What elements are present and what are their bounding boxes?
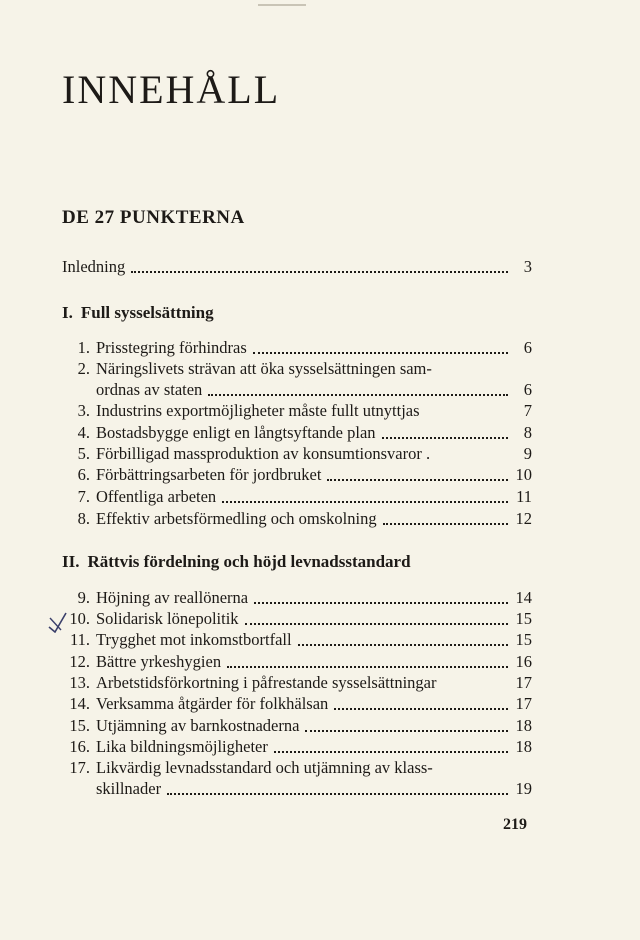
dot-leader — [382, 437, 508, 439]
dot-leader — [253, 352, 508, 354]
toc-entry-page: 14 — [515, 588, 532, 607]
toc-entry-label: ordnas av staten — [96, 380, 203, 399]
toc-entry-page: 9 — [523, 444, 532, 463]
page-number: 219 — [503, 816, 527, 833]
toc-entry-label: Offentliga arbeten — [96, 487, 217, 506]
toc-entry-label: Industrins exportmöjligheter måste fullt utnyttjas — [96, 401, 420, 420]
toc-entry — [62, 651, 532, 673]
toc-entry-number: 3. — [77, 401, 90, 420]
toc-entry-number: 5. — [77, 444, 90, 463]
toc-entry — [62, 608, 532, 630]
toc-entry-label: Förbättringsarbeten för jordbruket — [96, 465, 322, 484]
scan-mark — [258, 4, 306, 6]
page-title: INNEHÅLL — [62, 67, 281, 112]
toc-entry — [62, 400, 532, 422]
toc-entry-intro — [62, 256, 532, 278]
dot-leader — [254, 602, 508, 604]
toc-entry-number: 10. — [69, 609, 90, 628]
toc-entry-page: 6 — [523, 338, 532, 357]
toc-entry-page: 6 — [523, 380, 532, 399]
dot-leader — [305, 730, 508, 732]
toc-entry-page: 16 — [515, 652, 532, 671]
toc-entry-label: Bättre yrkeshygien — [96, 652, 222, 671]
dot-leader — [327, 479, 508, 481]
dot-leader — [274, 751, 508, 753]
part-title-1 — [62, 303, 214, 323]
toc-entry-label: Förbilligad massproduktion av konsumtionsvaror . — [96, 444, 431, 463]
toc-entry — [62, 693, 532, 715]
toc-entry — [62, 672, 532, 694]
toc-entry-label: Arbetstidsförkortning i påfrestande sysselsättningar — [96, 673, 437, 692]
dot-leader — [167, 793, 508, 795]
toc-entry — [62, 629, 532, 651]
toc-entry-number: 9. — [77, 588, 90, 607]
toc-entry-number: 8. — [77, 509, 90, 528]
toc-entry-page: 15 — [515, 609, 532, 628]
toc-entry-label: Trygghet mot inkomstbortfall — [96, 630, 292, 649]
toc-entry-label: Prisstegring förhindras — [96, 338, 247, 357]
toc-entry-continuation — [62, 379, 532, 401]
toc-entry-label: Solidarisk lönepolitik — [96, 609, 239, 628]
toc-entry-label: Näringslivets strävan att öka sysselsättningen sam- — [96, 359, 432, 378]
toc-entry-page: 15 — [515, 630, 532, 649]
dot-leader — [298, 644, 508, 646]
toc-entry-number: 13. — [69, 673, 90, 692]
toc-entry-page: 7 — [523, 401, 532, 420]
part-numeral: I. — [62, 303, 73, 322]
part-title-2 — [62, 552, 411, 572]
toc-entry-continuation — [62, 778, 532, 800]
toc-entry — [62, 337, 532, 359]
part-title-text: Rättvis fördelning och höjd levnadsstandard — [87, 552, 411, 571]
toc-entry-page: 11 — [516, 487, 532, 506]
toc-entry-label: Lika bildningsmöjligheter — [96, 737, 268, 756]
toc-entry — [62, 443, 532, 465]
part-title-text: Full sysselsättning — [80, 303, 214, 322]
toc-entry-page: 3 — [523, 257, 532, 276]
part-numeral: II. — [62, 552, 80, 571]
dot-leader — [208, 394, 508, 396]
dot-leader — [245, 623, 508, 625]
toc-entry-page: 18 — [515, 737, 532, 756]
dot-leader — [222, 501, 508, 503]
toc-entry — [62, 508, 532, 530]
toc-entry-number: 12. — [69, 652, 90, 671]
toc-entry-page: 17 — [515, 694, 532, 713]
toc-entry-number: 14. — [69, 694, 90, 713]
toc-entry — [62, 422, 532, 444]
dot-leader — [131, 271, 508, 273]
toc-entry — [62, 736, 532, 758]
toc-entry-number: 6. — [77, 465, 90, 484]
toc-entry-number: 15. — [69, 716, 90, 735]
toc-entry-number: 17. — [69, 758, 90, 777]
toc-entry-page: 18 — [515, 716, 532, 735]
toc-entry-page: 17 — [515, 673, 532, 692]
toc-entry-number: 11. — [69, 630, 90, 649]
dot-leader — [383, 523, 508, 525]
toc-entry-page: 12 — [515, 509, 532, 528]
toc-entry-label: Utjämning av barnkostnaderna — [96, 716, 300, 735]
toc-entry-label: Effektiv arbetsförmedling och omskolning — [96, 509, 377, 528]
toc-entry-label: skillnader — [96, 779, 162, 798]
toc-entry-number: 16. — [69, 737, 90, 756]
dot-leader — [227, 666, 508, 668]
toc-entry-page: 10 — [515, 465, 532, 484]
toc-entry-label: Likvärdig levnadsstandard och utjämning av klass- — [96, 758, 433, 777]
toc-entry-label: Inledning — [62, 257, 126, 276]
toc-entry-page: 8 — [523, 423, 532, 442]
toc-entry — [62, 587, 532, 609]
toc-entry-page: 19 — [515, 779, 532, 798]
toc-entry — [62, 715, 532, 737]
toc-entry — [62, 757, 532, 779]
toc-entry — [62, 358, 532, 380]
dot-leader — [334, 708, 508, 710]
toc-entry-label: Höjning av reallönerna — [96, 588, 249, 607]
toc-entry — [62, 464, 532, 486]
section-title: DE 27 PUNKTERNA — [62, 207, 245, 228]
toc-entry-number: 7. — [77, 487, 90, 506]
toc-entry-number: 4. — [77, 423, 90, 442]
toc-entry — [62, 486, 532, 508]
toc-entry-number: 1. — [77, 338, 90, 357]
toc-entry-label: Bostadsbygge enligt en långtsyftande plan — [96, 423, 376, 442]
toc-entry-number: 2. — [77, 359, 90, 378]
toc-entry-label: Verksamma åtgärder för folkhälsan — [96, 694, 329, 713]
